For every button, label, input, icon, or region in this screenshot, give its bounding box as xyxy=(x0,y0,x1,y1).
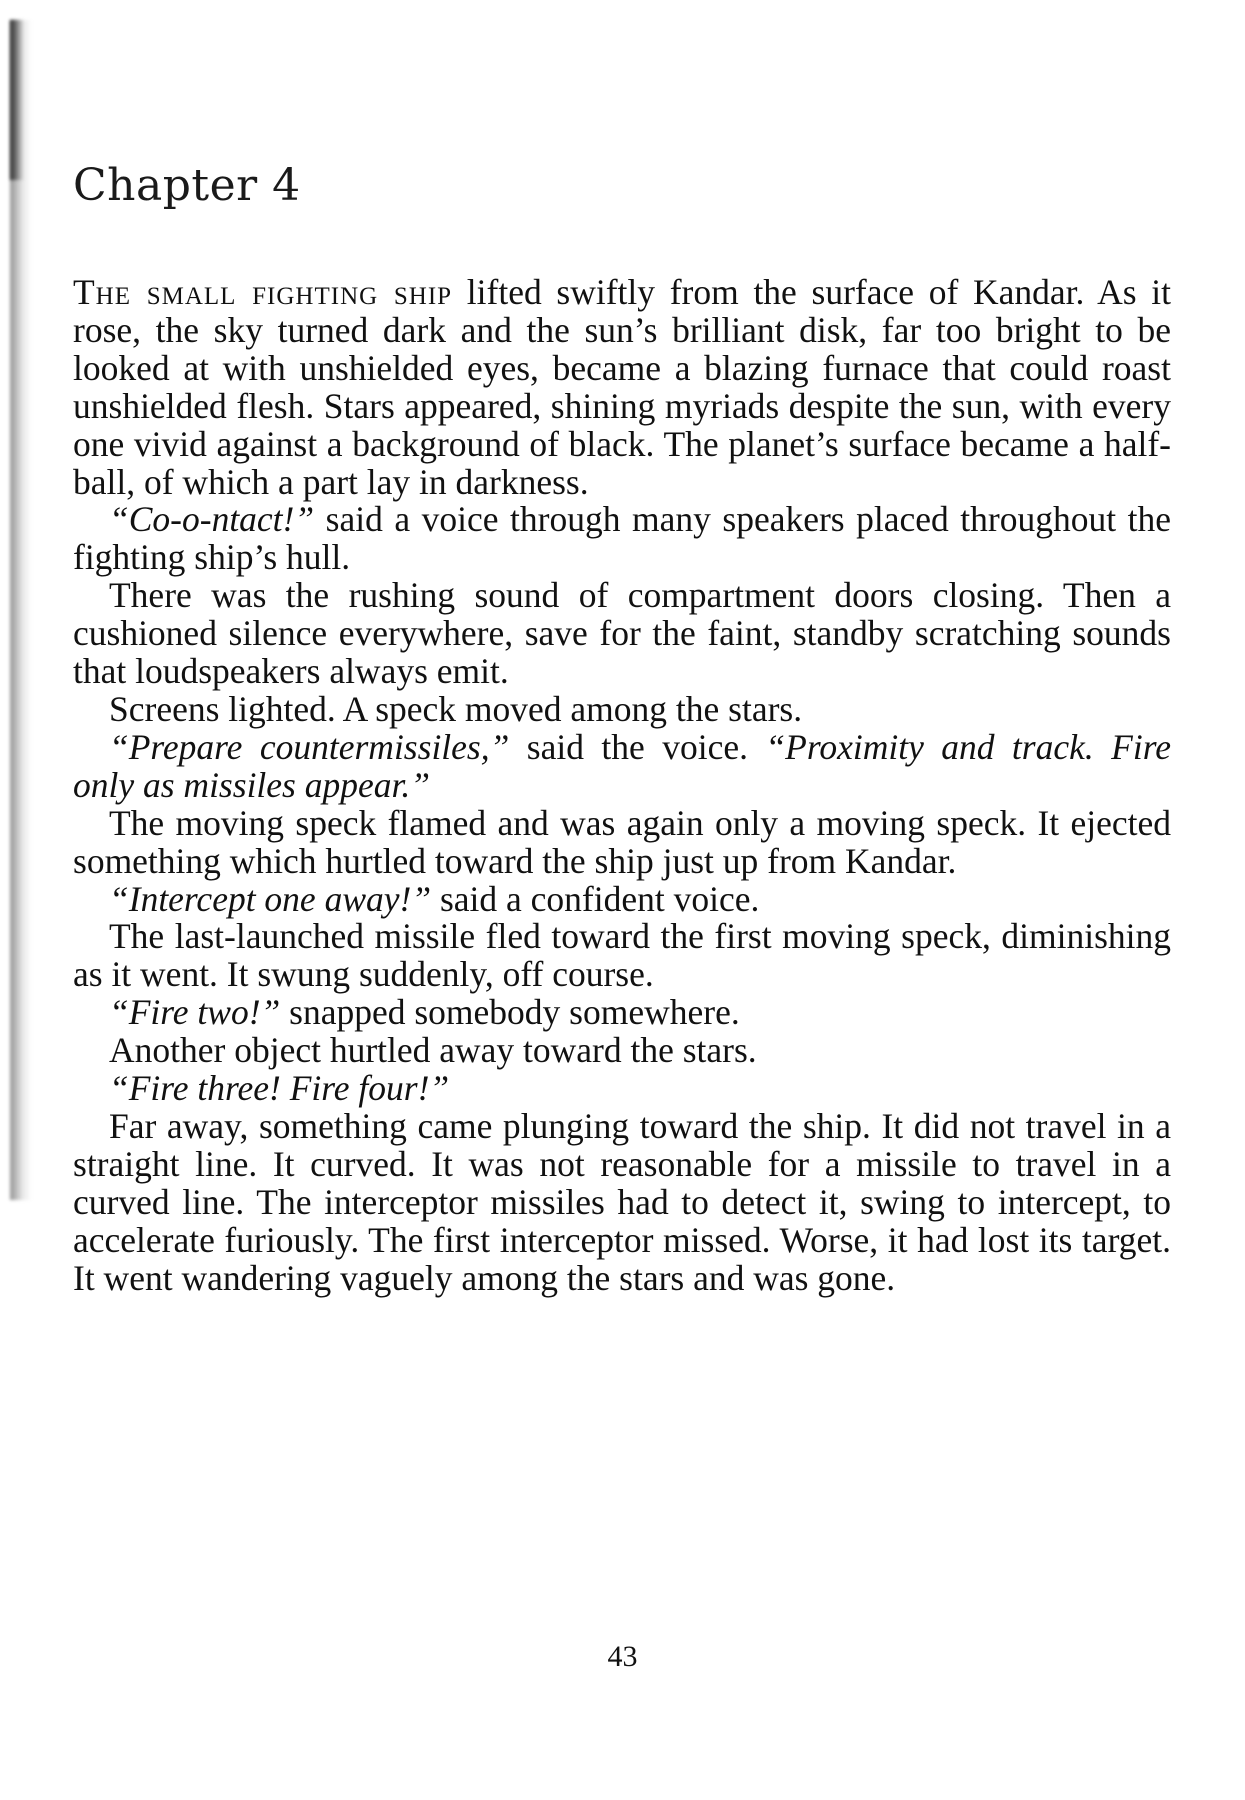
body-text xyxy=(73,274,1171,1297)
opening-small-caps: The small fighting ship xyxy=(73,272,453,312)
binding-shadow xyxy=(10,20,32,1200)
paragraph: The moving speck flamed and was again only a moving speck. It ejected something which hurtled toward the ship just up from Kandar. xyxy=(73,802,1171,881)
dialogue: “Proximity and track. Fire only as missiles appear.” xyxy=(73,726,1171,805)
page-number: 43 xyxy=(607,1640,638,1673)
paragraph: “Co-o-ntact!” said a voice through many speakers placed throughout the fighting ship’s hull. xyxy=(73,499,1171,578)
binding-shadow-dark xyxy=(10,20,24,180)
paragraph: “Fire two!” snapped somebody somewhere. xyxy=(109,992,740,1033)
paragraph: Far away, something came plunging toward the ship. It did not travel in a straight line. It curved. It was not reasonable for a missile to travel in a curved line. The interceptor missiles had to detect it, swing to intercept, to accelerate furiously. The first interceptor missed. Worse, it had lost its target. It went wandering vaguely among the stars and was gone. xyxy=(73,1105,1171,1298)
paragraph: “Intercept one away!” said a confident voice. xyxy=(109,878,760,919)
paragraph xyxy=(73,1070,1171,1108)
dialogue: “Intercept one away!” xyxy=(109,878,432,919)
chapter-title: Chapter 4 xyxy=(73,160,301,211)
paragraph: “Prepare countermissiles,” said the voice. “Proximity and track. Fire only as missiles appear.” xyxy=(73,726,1171,805)
dialogue: “Fire three! Fire four!” xyxy=(109,1068,450,1109)
dialogue: “Prepare countermissiles,” xyxy=(109,726,510,767)
paragraph: The small fighting ship lifted swiftly from the surface of Kandar. As it rose, the sky turned dark and the sun’s brilliant disk, far too bright to be looked at with unshielded eyes, became a blazing furnace that could roast unshielded flesh. Stars appeared, shining myriads despite the sun, with every one vivid against a background of black. The planet’s surface became a half-ball, of which a part lay in darkness. xyxy=(73,272,1171,502)
dialogue: “Co-o-ntact!” xyxy=(109,499,315,540)
paragraph: Another object hurtled away toward the stars. xyxy=(109,1030,757,1071)
dialogue: “Fire two!” xyxy=(109,992,281,1033)
paragraph: There was the rushing sound of compartment doors closing. Then a cushioned silence everywhere, save for the faint, standby scratching sounds that loudspeakers always emit. xyxy=(73,575,1171,692)
paragraph: The last-launched missile fled toward the first moving speck, diminishing as it went. It swung suddenly, off course. xyxy=(73,916,1171,995)
paragraph: Screens lighted. A speck moved among the stars. xyxy=(109,688,803,729)
